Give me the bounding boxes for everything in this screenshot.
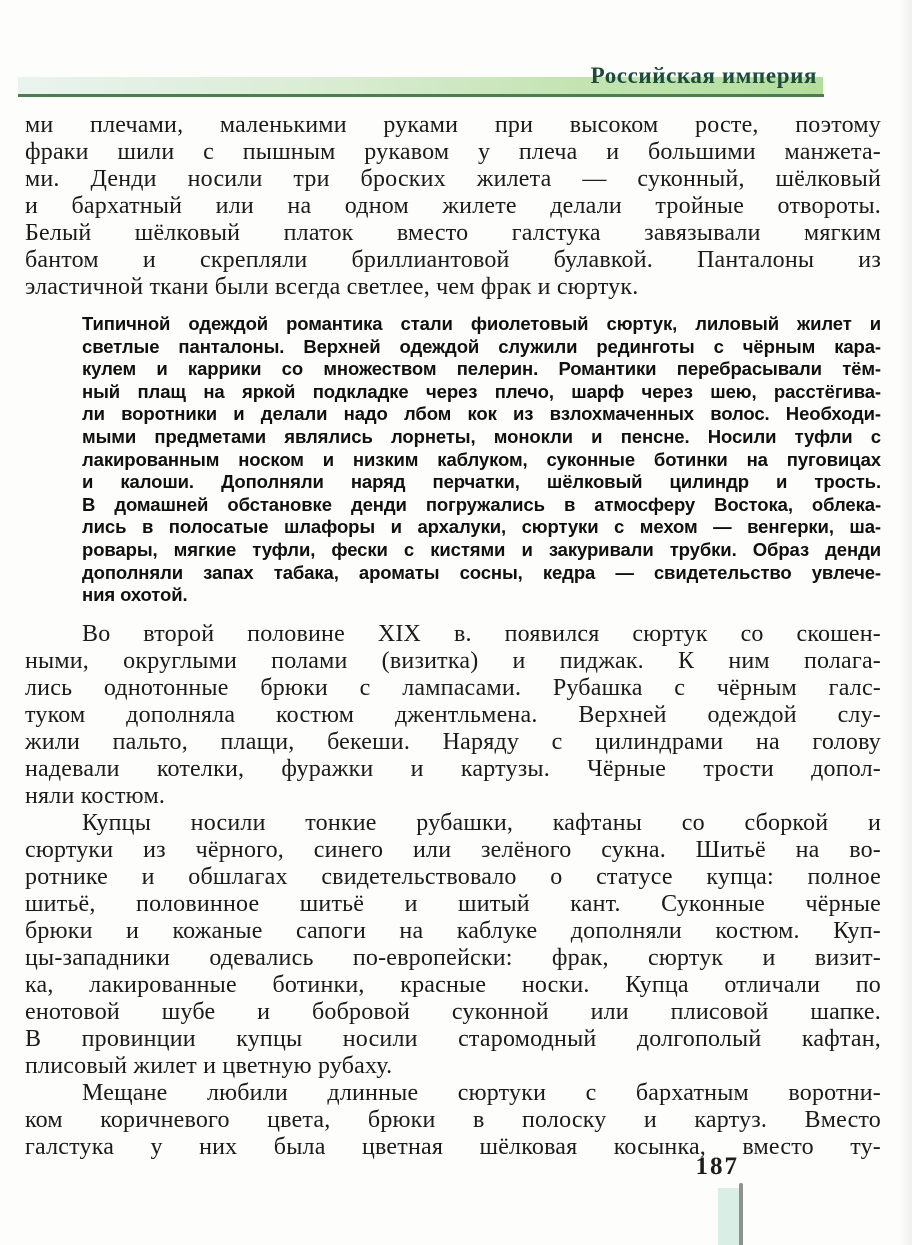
header-underline bbox=[18, 94, 824, 97]
text-line: шитьё, половинное шитьё и шитый кант. Суконные чёрные bbox=[25, 890, 881, 917]
text-line: ными, округлыми полами (визитка) и пиджак. К ним полага- bbox=[25, 647, 881, 674]
text-line: Мещане любили длинные сюртуки с бархатным воротни- bbox=[82, 1079, 881, 1106]
paragraph-merchants bbox=[25, 810, 881, 1080]
text-line: ния охотой. bbox=[82, 584, 188, 606]
text-line: галстука у них была цветная шёлковая косынка, вместо ту- bbox=[25, 1133, 881, 1160]
text-line: надевали котелки, фуражки и картузы. Чёрные трости допол- bbox=[25, 755, 881, 782]
text-line: фраки шили с пышным рукавом у плеча и большими манжета- bbox=[25, 139, 881, 165]
paragraph-second-half-xix bbox=[25, 621, 881, 810]
text-line: ровары, мягкие туфли, фески с кистями и закуривали трубки. Образ денди bbox=[82, 538, 881, 560]
text-line: цы-западники одевались по-европейски: фрак, сюртук и визит- bbox=[25, 944, 881, 971]
text-line: лись в полосатые шлафоры и архалуки, сюртуки с мехом — венгерки, ша- bbox=[82, 516, 881, 538]
text-line: Купцы носили тонкие рубашки, кафтаны со сборкой и bbox=[82, 809, 881, 836]
text-line: и бархатный или на одном жилете делали тройные отвороты. bbox=[25, 193, 881, 219]
text-line: няли костюм. bbox=[25, 782, 166, 809]
text-line: бантом и скрепляли бриллиантовой булавкой. Панталоны из bbox=[25, 247, 881, 273]
text-line: брюки и кожаные сапоги на каблуке дополняли костюм. Куп- bbox=[25, 917, 881, 944]
main-text-column bbox=[25, 112, 881, 1161]
bottom-decor-line bbox=[739, 1183, 743, 1245]
text-line: ли воротники и делали надо лбом кок из взлохмаченных волос. Необходи- bbox=[82, 403, 881, 425]
text-line: и калоши. Дополняли наряд перчатки, шёлковый цилиндр и трость. bbox=[82, 471, 881, 493]
text-line: ком коричневого цвета, брюки в полоску и картуз. Вместо bbox=[25, 1106, 881, 1133]
text-line: эластичной ткани были всегда светлее, чем фрак и сюртук. bbox=[25, 274, 639, 300]
paragraph-continuation bbox=[25, 112, 881, 301]
inset-supplementary-paragraph bbox=[82, 313, 881, 607]
text-line: светлые панталоны. Верхней одеждой служили рединготы с чёрным кара- bbox=[82, 335, 881, 357]
text-line: сюртуки из чёрного, синего или зелёного сукна. Шитьё на во- bbox=[25, 836, 881, 863]
text-line: жили пальто, плащи, бекеши. Наряду с цилиндрами на голову bbox=[25, 728, 881, 755]
text-line: Во второй половине XIX в. появился сюртук со скошен- bbox=[82, 620, 881, 647]
text-line: плисовый жилет и цветную рубаху. bbox=[25, 1052, 393, 1079]
text-line: Белый шёлковый платок вместо галстука завязывали мягким bbox=[25, 220, 881, 246]
text-line: В домашней обстановке денди погружались в атмосферу Востока, облека- bbox=[82, 493, 881, 515]
text-line: лакированным носком и низким каблуком, суконные ботинки на пуговицах bbox=[82, 448, 881, 470]
text-line: енотовой шубе и бобровой суконной или плисовой шапке. bbox=[25, 998, 881, 1025]
page-number: 187 bbox=[695, 1153, 739, 1180]
text-line: ка, лакированные ботинки, красные носки. Купца отличали по bbox=[25, 971, 881, 998]
text-line: В провинции купцы носили старомодный долгополый кафтан, bbox=[25, 1025, 881, 1052]
text-line: лись однотонные брюки с лампасами. Рубашка с чёрным галс- bbox=[25, 674, 881, 701]
text-line: кулем и каррики со множеством пелерин. Романтики перебрасывали тём- bbox=[82, 358, 881, 380]
running-head-section-title: Российская империя bbox=[590, 63, 817, 88]
text-line: Типичной одеждой романтика стали фиолетовый сюртук, лиловый жилет и bbox=[82, 313, 881, 334]
text-line: дополняли запах табака, ароматы сосны, кедра — свидетельство увлече- bbox=[82, 561, 881, 583]
paragraph-townsfolk bbox=[25, 1080, 881, 1161]
bottom-decor-bar bbox=[718, 1188, 739, 1245]
text-line: ротнике и обшлагах свидетельствовало о статусе купца: полное bbox=[25, 863, 881, 890]
text-line: мыми предметами являлись лорнеты, монокли и пенсне. Носили туфли с bbox=[82, 425, 881, 447]
text-line: ный плащ на яркой подкладке через плечо, шарф через шею, расстёгива- bbox=[82, 380, 881, 402]
page-edge-shading bbox=[900, 0, 912, 1245]
text-line: ми плечами, маленькими руками при высоком росте, поэтому bbox=[25, 112, 881, 138]
text-line: ми. Денди носили три броских жилета — суконный, шёлковый bbox=[25, 166, 881, 192]
text-line: туком дополняла костюм джентльмена. Верхней одеждой слу- bbox=[25, 701, 881, 728]
